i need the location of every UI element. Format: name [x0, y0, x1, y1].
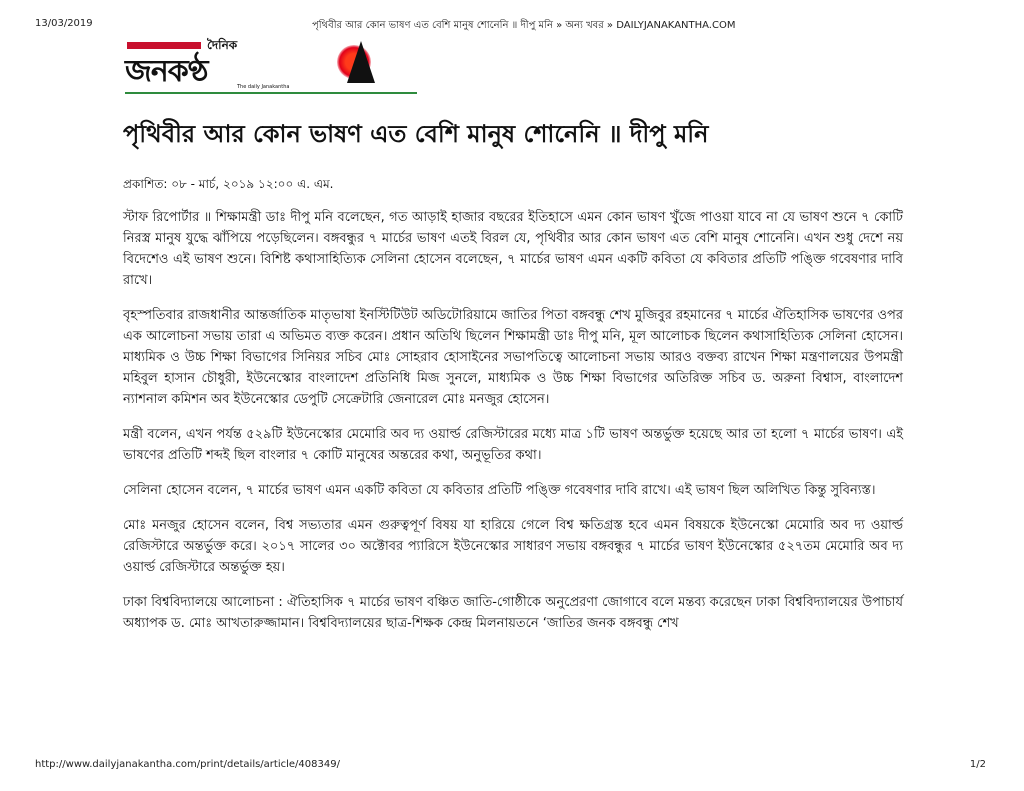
print-date: 13/03/2019 — [35, 18, 93, 29]
article-paragraph: মন্ত্রী বলেন, এখন পর্যন্ত ৫২৯টি ইউনেস্কোর মেমোরি অব দ্য ওয়ার্ল্ড রেজিস্টারের মধ্যে মাত্র ১টি ভাষণ অন্তর্ভুক্ত হয়েছে আর তা হলো ৭ মার্চের ভাষণ। এই ভাষণের প্রতিটি শব্দই ছিল বাংলার ৭ কোটি মানুষের অন্তরের কথা, অনুভূতির কথা। — [123, 427, 903, 463]
monument-icon — [347, 41, 375, 83]
logo-tagline: The daily Janakantha — [237, 84, 290, 90]
article-paragraph: সেলিনা হোসেন বলেন, ৭ মার্চের ভাষণ এমন একটি কবিতা যে কবিতার প্রতিটি পঙ্ক্তি গবেষণার দাবি রাখে। এই ভাষণ ছিল অলিখিত কিন্তু সুবিন্যস্ত। — [123, 483, 876, 498]
page-number: 1/2 — [969, 759, 986, 770]
article-title: পৃথিবীর আর কোন ভাষণ এত বেশি মানুষ শোনেনি ॥ দীপু মনি — [123, 120, 709, 148]
article-paragraph: ঢাকা বিশ্ববিদ্যালয়ে আলোচনা : ঐতিহাসিক ৭ মার্চের ভাষণ বঞ্চিত জাতি-গোষ্ঠীকে অনুপ্রেরণা জোগাবে বলে মন্তব্য করেছেন ঢাকা বিশ্ববিদ্যালয়ের উপাচার্য অধ্যাপক ড. মোঃ আখতারুজ্জামান। বিশ্ববিদ্যালয়ের ছাত্র-শিক্ষক কেন্দ্র মিলনায়তনে ‘জাতির জনক বঙ্গবন্ধু শেখ — [123, 595, 903, 631]
article-body — [123, 207, 903, 648]
newspaper-logo — [125, 37, 417, 95]
logo-prefix: দৈনিক — [207, 38, 238, 52]
article-paragraph: বৃহস্পতিবার রাজধানীর আন্তর্জাতিক মাতৃভাষা ইনস্টিটিউট অডিটোরিয়ামে জাতির পিতা বঙ্গবন্ধু শেখ মুজিবুর রহমানের ৭ মার্চের ঐতিহাসিক ভাষণের ওপর এক আলোচনা সভায় তারা এ অভিমত ব্যক্ত করেন। প্রধান অতিথি ছিলেন শিক্ষামন্ত্রী ডাঃ দীপু মনি, মূল আলোচক ছিলেন কথাসাহিত্যিক সেলিনা হোসেন। মাধ্যমিক ও উচ্চ শিক্ষা বিভাগের সিনিয়র সচিব মোঃ সোহরাব হোসাইনের সভাপতিত্বে আলোচনা সভায় আরও বক্তব্য রাখেন শিক্ষা মন্ত্রণালয়ের উপমন্ত্রী মহিবুল হাসান চৌধুরী, ইউনেস্কোর বাংলাদেশ প্রতিনিধি মিজ সুনলে, মাধ্যমিক ও উচ্চ শিক্ষা বিভাগের অতিরিক্ত সচিব ড. অরুনা বিশ্বাস, বাংলাদেশ ন্যাশনাল কমিশন অব ইউনেস্কোর ডেপুটি সেক্রেটারি জেনারেল মোঃ মনজুর হোসেন। — [123, 308, 903, 407]
article-paragraph: মোঃ মনজুর হোসেন বলেন, বিশ্ব সভ্যতার এমন গুরুত্বপূর্ণ বিষয় যা হারিয়ে গেলে বিশ্ব ক্ষতিগ্রস্ত হবে এমন বিষয়কে ইউনেস্কো মেমোরি অব দ্য ওয়ার্ল্ড রেজিস্টারে অন্তর্ভুক্ত করে। ২০১৭ সালের ৩০ অক্টোবর প্যারিসে ইউনেস্কোর সাধারণ সভায় বঙ্গবন্ধুর ৭ মার্চের ভাষণ ইউনেস্কোর ৫২৭তম মেমোরি অব দ্য ওয়ার্ল্ড রেজিস্টারে অন্তর্ভুক্ত হয়। — [123, 518, 903, 575]
print-header-title: পৃথিবীর আর কোন ভাষণ এত বেশি মানুষ শোনেনি ॥ দীপু মনি » অন্য খবর » DAILYJANAKANTHA.COM — [312, 20, 736, 31]
article-paragraph: স্টাফ রিপোর্টার ॥ শিক্ষামন্ত্রী ডাঃ দীপু মনি বলেছেন, গত আড়াই হাজার বছরের ইতিহাসে এমন কোন ভাষণ খুঁজে পাওয়া যাবে না যে ভাষণ শুনে ৭ কোটি নিরস্ত্র মানুষ যুদ্ধে ঝাঁপিয়ে পড়েছিলেন। বঙ্গবন্ধুর ৭ মার্চের ভাষণ এতই বিরল যে, পৃথিবীর আর কোন ভাষণ এত বেশি মানুষ শোনেনি। এখন শুধু দেশে নয় বিদেশেও এই ভাষণ শুনে। বিশিষ্ট কথাসাহিত্যিক সেলিনা হোসেন বলেছেন, ৭ মার্চের ভাষণ এমন একটি কবিতা যে কবিতার প্রতিটি পঙ্ক্তি গবেষণার দাবি রাখে। — [123, 210, 903, 288]
published-date: প্রকাশিত: ০৮ - মার্চ, ২০১৯ ১২:০০ এ. এম. — [123, 177, 334, 191]
logo-underline — [125, 92, 417, 94]
footer-url: http://www.dailyjanakantha.com/print/details/article/408349/ — [35, 759, 340, 770]
logo-name: জনকণ্ঠ — [125, 54, 208, 89]
